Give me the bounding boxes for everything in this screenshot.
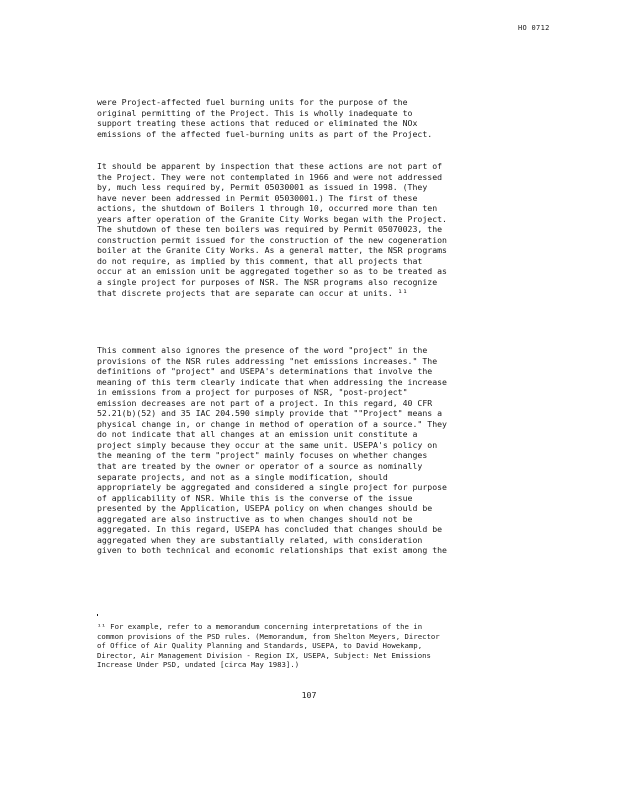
text-line: by, much less required by, Permit 05030001 as issued in 1998. (They: [97, 182, 428, 193]
text-line: physical change in, or change in method of operation of a source." They: [97, 418, 447, 429]
footnote-line: of Office of Air Quality Planning and Standards, USEPA, to David Howekamp,: [97, 641, 423, 651]
text-line: years after operation of the Granite City Works began with the Project.: [97, 213, 447, 224]
text-line: definitions of "project" and USEPA's determinations that involve the: [97, 366, 433, 377]
text-line: 52.21(b)(52) and 35 IAC 204.590 simply provide that ""Project" means a: [97, 408, 443, 419]
text-line: do not indicate that all changes at an emission unit constitute a: [97, 429, 418, 440]
text-line: provisions of the NSR rules addressing "net emissions increases." The: [97, 355, 438, 366]
text-line: It should be apparent by inspection that these actions are not part of: [97, 161, 443, 171]
text-line: This comment also ignores the presence of the word "project" in the: [97, 345, 428, 355]
text-line: project simply because they occur at the same unit. USEPA's policy on: [97, 439, 438, 450]
text-line: support treating these actions that reduced or eliminated the NOx: [97, 118, 418, 129]
text-line: actions, the shutdown of Boilers 1 through 10, occurred more than ten: [97, 203, 438, 214]
text-line: separate projects, and not as a single modification, should: [97, 471, 388, 482]
text-line: appropriately be aggregated and considered a single project for purpose: [97, 482, 447, 493]
page-number: 107: [301, 690, 317, 700]
footnote-line: common provisions of the PSD rules. (Memorandum, from Shelton Meyers, Director: [97, 631, 440, 641]
text-line: aggregated when they are substantially related, with consideration: [97, 534, 423, 545]
text-line: The shutdown of these ten boilers was required by Permit 05070023, the: [97, 224, 443, 235]
text-line: of applicability of NSR. While this is the converse of the issue: [97, 492, 413, 503]
text-line: the meaning of the term "project" mainly focuses on whether changes: [97, 450, 428, 461]
text-line: do not require, as implied by this comment, that all projects that: [97, 255, 423, 266]
text-line: were Project-affected fuel burning units for the purpose of the: [97, 97, 408, 107]
text-line: have never been addressed in Permit 05030001.) The first of these: [97, 192, 418, 203]
text-line: the Project. They were not contemplated in 1966 and were not addressed: [97, 171, 443, 182]
footnote-line: Increase Under PSD, undated [circa May 1983].): [97, 660, 300, 670]
footnote-separator: [97, 614, 98, 616]
text-line: construction permit issued for the construction of the new cogeneration: [97, 234, 447, 245]
footnote-line: Director, Air Management Division - Region IX, USEPA, Subject: Net Emissions: [97, 650, 431, 660]
text-line: presented by the Application, USEPA policy on when changes should be: [97, 503, 433, 514]
text-line: original permitting of the Project. This is wholly inadequate to: [97, 107, 413, 118]
text-line: in emissions from a project for purposes of NSR, "post-project": [97, 387, 408, 398]
document-id: HO 0712: [518, 24, 550, 32]
text-line: aggregated. In this regard, USEPA has concluded that changes should be: [97, 524, 443, 535]
text-line: a single project for purposes of NSR. The NSR programs also recognize: [97, 277, 438, 288]
text-line: given to both technical and economic relationships that exist among the: [97, 545, 447, 556]
text-line: emissions of the affected fuel-burning units as part of the Project.: [97, 128, 433, 139]
text-line: aggregated are also instructive as to when changes should not be: [97, 513, 413, 524]
text-line: that are treated by the owner or operator of a source as nominally: [97, 461, 423, 472]
footnote: [97, 622, 539, 670]
paragraph-1: [97, 97, 539, 139]
text-line: emission decreases are not part of a project. In this regard, 40 CFR: [97, 397, 433, 408]
footnote-line: ¹¹ For example, refer to a memorandum concerning interpretations of the in: [97, 622, 423, 631]
text-line: occur at an emission unit be aggregated together so as to be treated as: [97, 266, 447, 277]
paragraph-2: [97, 161, 539, 298]
text-line: boiler at the Granite City Works. As a general matter, the NSR programs: [97, 245, 447, 256]
paragraph-3: [97, 345, 539, 556]
text-line: that discrete projects that are separate can occur at units. ¹¹: [97, 287, 408, 298]
text-line: meaning of this term clearly indicate that when addressing the increase: [97, 376, 447, 387]
